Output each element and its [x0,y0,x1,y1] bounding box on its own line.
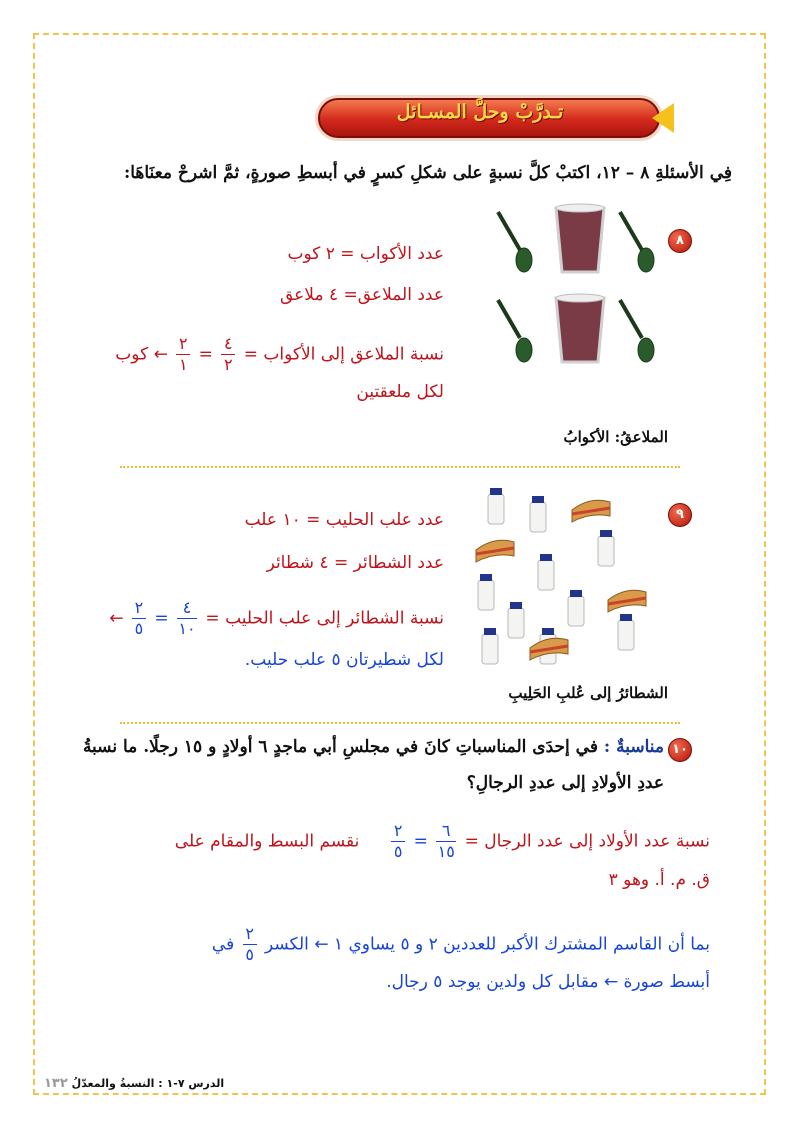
q9-fraction-1 [177,600,197,637]
q8-fraction-1 [221,336,235,373]
q9-frac2-den: ٥ [134,619,144,638]
q10-gcd-frac-den: ٥ [245,945,254,964]
q9-fraction-2 [132,600,146,637]
spoon-icon [620,300,654,362]
milk-carton-icon [538,554,554,590]
footer-page-number: ١٣٢ [44,1076,68,1091]
banner-title: تـدرَّبْ وحلَّ المسـائل [396,101,564,123]
q8-fraction-2 [176,336,190,373]
q8-frac1-den: ٢ [224,355,233,374]
q10-gcd-explain-line [212,926,710,963]
q10-gcd-in: في [211,934,235,955]
q10-frac2-num: ٢ [393,821,403,840]
q8-per-line: لكل ملعقتين [356,382,444,402]
sandwich-icon [476,540,514,562]
question-9-badge: ٩ [668,503,692,527]
q10-divide-note: نقسم البسط والمقام على [174,831,360,852]
sandwich-icon [608,590,646,612]
q9-frac1-den: ١٠ [178,619,196,638]
question-8-badge: ٨ [668,229,692,253]
q9-ratio-line [109,600,444,637]
milk-carton-icon [530,496,546,532]
question-10-badge: ١٠ [668,738,692,762]
q10-frac1-num: ٦ [441,821,451,840]
q10-question-text: في إحدَى المناسباتِ كانَ في مجلسِ أبي ماجدٍ ٦ أولادٍ و ١٥ رجلًا. ما نسبةُ [82,737,598,757]
q10-frac2-den: ٥ [393,842,403,861]
q8-equals: = [198,344,213,365]
milk-carton-icon [508,602,524,638]
q8-spoons-line: عدد الملاعق= ٤ ملاعق [279,285,444,305]
q10-gcd-line: ق. م. أ. وهو ٣ [608,870,710,890]
q8-frac1-num: ٤ [224,334,233,353]
spoon-icon [620,212,654,272]
milk-sandwich-illustration [470,478,665,673]
q8-caption: الملاعقُ: الأكوابُ [563,428,668,446]
banner-arrow-icon [652,103,674,133]
q8-frac2-num: ٢ [178,334,188,353]
q9-meaning: لكل شطيرتان ٥ علب حليب. [244,650,444,670]
q10-question-line2: عددِ الأولادِ إلى عددِ الرجالِ؟ [466,773,664,793]
q10-gcd-explain: بما أن القاسم المشترك الأكبر للعددين ٢ و ٥ يساوي ١ ← الكسر [265,934,710,955]
q10-ratio-prefix: نسبة عدد الأولاد إلى عدد الرجال = [464,831,710,852]
cup-icon [556,204,604,272]
footer [44,1076,224,1091]
q9-frac2-num: ٢ [134,598,144,617]
divider [120,466,680,468]
q10-equals: = [413,831,428,852]
milk-carton-icon [598,530,614,566]
q10-gcd-fraction [243,926,257,963]
q9-arrow: ← [109,608,124,629]
instructions-text: فِي الأسئلةِ ٨ – ١٢، اكتبْ كلَّ نسبةٍ على شكلِ كسرٍ في أبسطِ صورةٍ، ثمَّ اشرحْ معنَاهَا: [123,163,732,183]
footer-lesson: الدرس ٧-١ : النسبةُ والمعدّلُ [71,1077,225,1090]
q10-frac1-den: ١٥ [437,842,455,861]
q10-ratio-line [175,823,710,860]
q8-cups-line: عدد الأكواب = ٢ كوب [287,244,444,264]
q9-frac1-num: ٤ [182,598,192,617]
q8-ratio-line [115,336,444,373]
milk-carton-icon [568,590,584,626]
cup-icon [556,294,604,362]
q9-equals: = [154,608,169,629]
spoon-icon [498,300,532,362]
spoon-icon [498,212,532,272]
milk-carton-icon [488,488,504,524]
q10-question-line1 [83,737,664,757]
q10-fraction-1 [436,823,456,860]
q10-simplest-line: أبسط صورة ← مقابل كل ولدين يوجد ٥ رجال. [386,972,710,992]
q9-milk-line: عدد علب الحليب = ١٠ علب [244,510,444,530]
cups-spoons-illustration [488,200,668,380]
q10-fraction-2 [391,823,405,860]
q9-sandwich-line: عدد الشطائر = ٤ شطائر [266,553,444,573]
q8-ratio-prefix: نسبة الملاعق إلى الأكواب = [243,344,444,365]
q8-frac2-den: ١ [178,355,188,374]
divider [120,722,680,724]
q10-label: مناسبةٌ : [603,737,664,757]
sandwich-icon [572,500,610,522]
milk-carton-icon [478,574,494,610]
milk-carton-icon [482,628,498,664]
q9-caption: الشطائرُ إلى عُلبِ الحَلِيبِ [508,684,668,702]
milk-carton-icon [618,614,634,650]
q8-ratio-suffix: ← كوب [115,344,168,365]
q9-ratio-prefix: نسبة الشطائر إلى علب الحليب = [205,608,444,629]
q10-gcd-frac-num: ٢ [245,924,254,943]
